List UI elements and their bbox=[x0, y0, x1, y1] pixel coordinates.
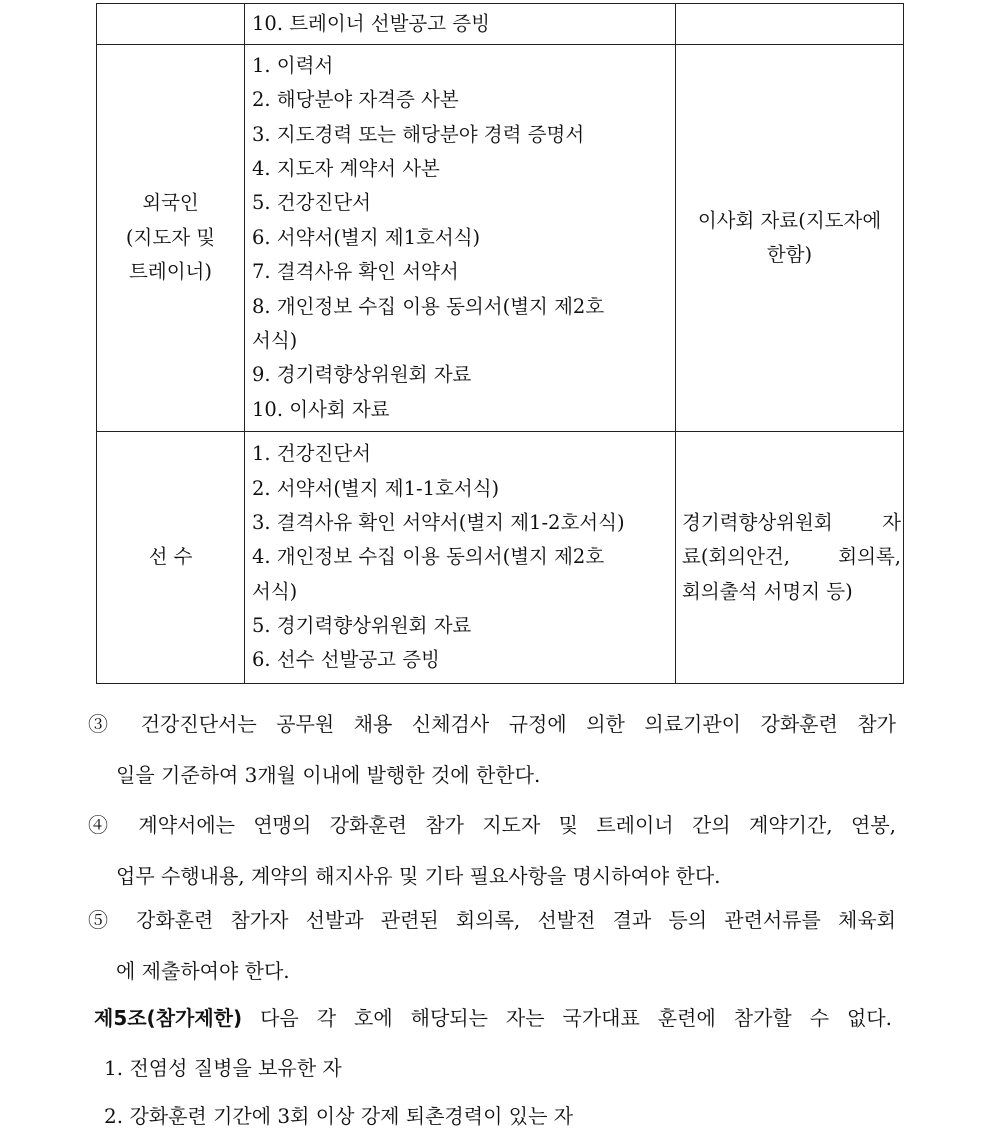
article-5 bbox=[94, 1002, 892, 1031]
category-label: 선 수 bbox=[148, 545, 193, 569]
document-item: 5. 건강진단서 bbox=[252, 191, 371, 215]
document-item: 6. 서약서(별지 제1호서식) bbox=[252, 225, 481, 249]
document-item: 1. 이력서 bbox=[252, 53, 334, 77]
paragraph-line: 에 제출하여야 한다. bbox=[116, 959, 290, 983]
table-row bbox=[97, 432, 904, 684]
document-item: 4. 개인정보 수집 이용 동의서(별지 제2호 bbox=[252, 545, 605, 569]
note-text: 이사회 자료(지도자에 bbox=[697, 208, 882, 232]
table-row bbox=[97, 45, 904, 432]
category-label: 트레이너) bbox=[129, 260, 212, 284]
table-cell-category bbox=[97, 45, 245, 432]
document-item: 5. 경기력향상위원회 자료 bbox=[252, 614, 472, 638]
article-item: 2. 강화훈련 기간에 3회 이상 강제 퇴촌경력이 있는 자 bbox=[104, 1104, 574, 1128]
document-item: 8. 개인정보 수집 이용 동의서(별지 제2호 bbox=[252, 294, 605, 318]
table-row bbox=[97, 4, 904, 45]
document-item: 3. 결격사유 확인 서약서(별지 제1-2호서식) bbox=[252, 510, 625, 534]
paragraph-line: 업무 수행내용, 계약의 해지사유 및 기타 필요사항을 명시하여야 한다. bbox=[116, 864, 721, 888]
article-heading: 제5조(참가제한) bbox=[94, 1006, 243, 1030]
document-item: 10. 이사회 자료 bbox=[252, 397, 390, 421]
article-item: 1. 전염성 질병을 보유한 자 bbox=[104, 1056, 342, 1080]
document-item: 10. 트레이너 선발공고 증빙 bbox=[252, 11, 490, 35]
note-text: 료(회의안건, 회의록, bbox=[682, 545, 901, 569]
table-cell-category bbox=[97, 4, 245, 45]
document-item: 2. 서약서(별지 제1-1호서식) bbox=[252, 476, 500, 500]
table-cell-category bbox=[97, 432, 245, 684]
document-item: 1. 건강진단서 bbox=[252, 442, 371, 466]
paragraph-line: ④ 계약서에는 연맹의 강화훈련 참가 지도자 및 트레이너 간의 계약기간, 연봉, bbox=[88, 813, 896, 837]
category-label: (지도자 및 bbox=[125, 225, 216, 249]
paragraph-line: 일을 기준하여 3개월 이내에 발행한 것에 한한다. bbox=[116, 763, 541, 787]
document-item: 4. 지도자 계약서 사본 bbox=[252, 157, 440, 181]
paragraph-line: ③ 건강진단서는 공무원 채용 신체검사 규정에 의한 의료기관이 강화훈련 참가 bbox=[88, 712, 896, 736]
document-item: 9. 경기력향상위원회 자료 bbox=[252, 363, 472, 387]
note-text: 경기력향상위원회 자 bbox=[682, 510, 901, 534]
document-item: 2. 해당분야 자격증 사본 bbox=[252, 88, 459, 112]
note-text: 한함) bbox=[766, 243, 813, 266]
paragraph-line: ⑤ 강화훈련 참가자 선발과 관련된 회의록, 선발전 결과 등의 관련서류를 체육회 bbox=[88, 908, 896, 932]
document-item: 서식) bbox=[252, 328, 298, 352]
table-cell-note bbox=[676, 4, 904, 45]
table-cell-documents bbox=[245, 4, 676, 45]
document-item: 6. 선수 선발공고 증빙 bbox=[252, 648, 440, 672]
table-cell-note bbox=[676, 45, 904, 432]
table-cell-documents bbox=[245, 432, 676, 684]
document-item: 서식) bbox=[252, 579, 298, 603]
document-item: 3. 지도경력 또는 해당분야 경력 증명서 bbox=[252, 122, 585, 146]
category-label: 외국인 bbox=[142, 191, 199, 215]
submission-documents-table bbox=[96, 3, 904, 684]
table-cell-documents bbox=[245, 45, 676, 432]
article-text: 다음 각 호에 해당되는 자는 국가대표 훈련에 참가할 수 없다. bbox=[260, 1006, 892, 1030]
document-item: 7. 결격사유 확인 서약서 bbox=[252, 260, 459, 284]
table-cell-note bbox=[676, 432, 904, 684]
note-text: 회의출석 서명지 등) bbox=[682, 579, 853, 603]
